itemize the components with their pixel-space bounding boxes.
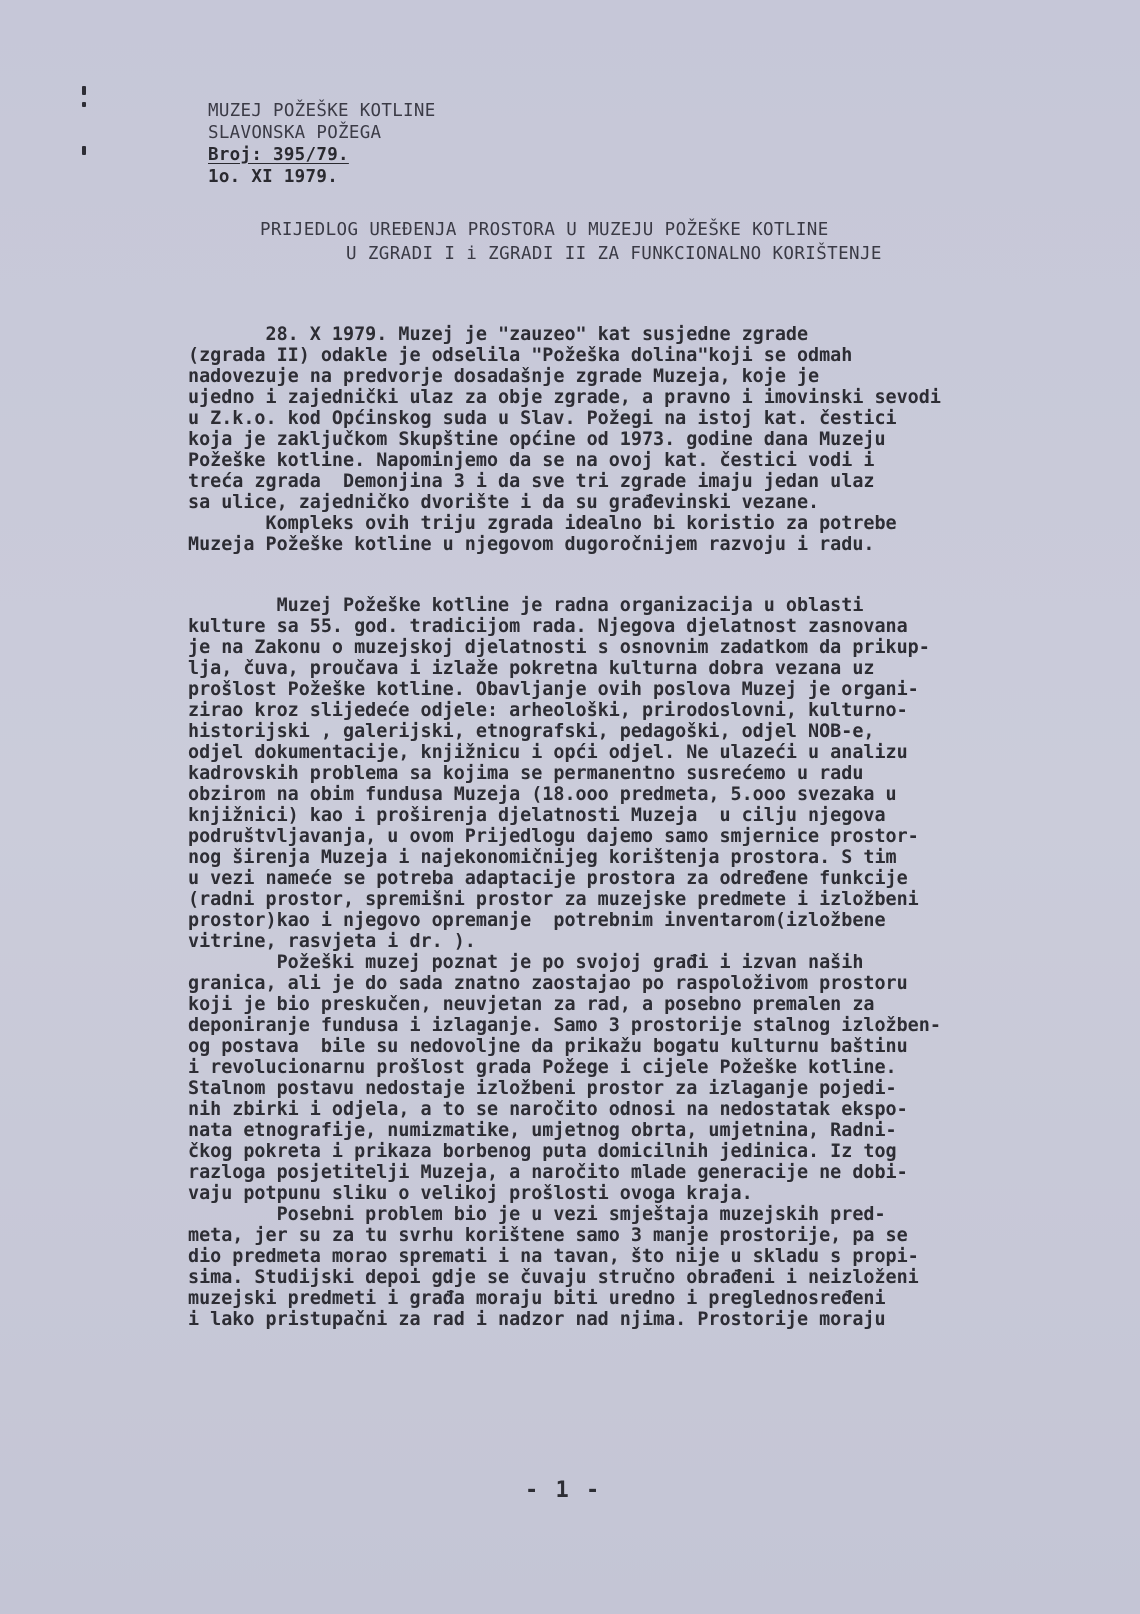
text-line: prostor)kao i njegovo opremanje potrebnim inventarom(izložbene — [188, 910, 886, 931]
text-line: Muzej Požeške kotline je radna organizacija u oblasti — [188, 595, 864, 616]
text-line: koja je zaključkom Skupštine općine od 1973. godine dana Muzeju — [188, 429, 886, 450]
institution-city: SLAVONSKA POŽEGA — [208, 123, 382, 143]
text-line: muzejski predmeti i građa moraju biti uredno i preglednosređeni — [188, 1288, 886, 1309]
text-line: nih zbirki i odjela, a to se naročito odnosi na nedostatak ekspo- — [188, 1099, 908, 1120]
text-line: podruštvljavanja, u ovom Prijedlogu dajemo samo smjernice prostor- — [188, 826, 919, 847]
text-line: lja, čuva, proučava i izlaže pokretna kulturna dobra vezana uz — [188, 658, 875, 679]
text-line: kadrovskih problema sa kojima se permanentno susrećemo u radu — [188, 763, 864, 784]
text-line: nadovezuje na predvorje dosadašnje zgrade Muzeja, koje je — [188, 366, 820, 387]
text-line: odjel dokumentacije, knjižnicu i opći odjel. Ne ulazeći u analizu — [188, 742, 908, 763]
text-line: Kompleks ovih triju zgrada idealno bi koristio za potrebe — [188, 513, 897, 534]
page-number: - 1 - — [525, 1478, 602, 1503]
text-line: ujedno i zajednički ulaz za obje zgrade, a pravno i imovinski sevodi — [188, 387, 941, 408]
text-line: Muzeja Požeške kotline u njegovom dugoročnijem razvoju i radu. — [188, 534, 875, 555]
text-line: vaju potpunu sliku o velikoj prošlosti ovoga kraja. — [188, 1183, 753, 1204]
text-line: prošlost Požeške kotline. Obavljanje ovih poslova Muzej je organi- — [188, 679, 919, 700]
text-line: Posebni problem bio je u vezi smještaja muzejskih pred- — [188, 1204, 886, 1225]
text-line: dio predmeta morao spremati i na tavan, što nije u skladu s propi- — [188, 1246, 919, 1267]
text-line: sima. Studijski depoi gdje se čuvaju stručno obrađeni i neizloženi — [188, 1267, 919, 1288]
text-line: 28. X 1979. Muzej je "zauzeo" kat susjedne zgrade — [188, 324, 809, 345]
text-line: og postava bile su nedovoljne da prikažu bogatu kulturnu baštinu — [188, 1036, 908, 1057]
text-line: (zgrada II) odakle je odselila "Požeška dolina"koji se odmah — [188, 345, 853, 366]
text-line: i lako pristupačni za rad i nadzor nad njima. Prostorije moraju — [188, 1309, 886, 1330]
text-line: koji je bio preskučen, neuvjetan za rad, a posebno premalen za — [188, 994, 875, 1015]
title-line: PRIJEDLOG UREĐENJA PROSTORA U MUZEJU POŽEŠKE KOTLINE — [260, 220, 829, 240]
text-line: granica, ali je do sada znatno zaostajao po raspoloživom prostoru — [188, 973, 908, 994]
text-line: obzirom na obim fundusa Muzeja (18.ooo predmeta, 5.ooo svezaka u — [188, 784, 897, 805]
text-line: u vezi nameće se potreba adaptacije prostora za određene funkcije — [188, 868, 908, 889]
letterhead — [208, 100, 708, 188]
text-line: Stalnom postavu nedostaje izložbeni prostor za izlaganje pojedi- — [188, 1078, 897, 1099]
punch-hole-marks — [82, 86, 86, 156]
text-line: Požeške kotline. Napominjemo da se na ovoj kat. čestici vodi i — [188, 450, 875, 471]
title-line: U ZGRADI I i ZGRADI II ZA FUNKCIONALNO KORIŠTENJE — [346, 244, 882, 264]
text-line: knjižnici) kao i proširenja djelatnosti Muzeja u cilju njegova — [188, 805, 886, 826]
text-line: meta, jer su za tu svrhu korištene samo 3 manje prostorije, pa se — [188, 1225, 908, 1246]
institution-name: MUZEJ POŽEŠKE KOTLINE — [208, 101, 436, 121]
paragraph-block — [188, 324, 1108, 555]
document-body — [188, 324, 1108, 1330]
text-line: je na Zakonu o muzejskoj djelatnosti s osnovnim zadatkom da prikup- — [188, 637, 930, 658]
document-date: 1o. XI 1979. — [208, 167, 339, 187]
text-line: (radni prostor, spremišni prostor za muzejske predmete i izložbeni — [188, 889, 919, 910]
text-line: vitrine, rasvjeta i dr. ). — [188, 931, 476, 952]
document-number: Broj: 395/79. — [208, 145, 349, 165]
text-line: treća zgrada Demonjina 3 i da sve tri zgrade imaju jedan ulaz — [188, 471, 875, 492]
text-line: nata etnografije, numizmatike, umjetnog obrta, umjetnina, Radni- — [188, 1120, 897, 1141]
text-line: kulture sa 55. god. tradicijom rada. Njegova djelatnost zasnovana — [188, 616, 908, 637]
document-title — [260, 218, 1020, 266]
text-line: u Z.k.o. kod Općinskog suda u Slav. Požegi na istoj kat. čestici — [188, 408, 897, 429]
paragraph-block — [188, 595, 1108, 1330]
text-line: historijski , galerijski, etnografski, pedagoški, odjel NOB-e, — [188, 721, 875, 742]
text-line: čkog pokreta i prikaza borbenog puta domicilnih jedinica. Iz tog — [188, 1141, 897, 1162]
text-line: Požeški muzej poznat je po svojoj građi i izvan naših — [188, 952, 864, 973]
text-line: sa ulice, zajedničko dvorište i da su građevinski vezane. — [188, 492, 820, 513]
text-line: zirao kroz slijedeće odjele: arheološki, prirodoslovni, kulturno- — [188, 700, 908, 721]
text-line: razloga posjetitelji Muzeja, a naročito mlade generacije ne dobi- — [188, 1162, 908, 1183]
text-line: nog širenja Muzeja i najekonomičnijeg korištenja prostora. S tim — [188, 847, 897, 868]
text-line: deponiranje fundusa i izlaganje. Samo 3 prostorije stalnog izložben- — [188, 1015, 941, 1036]
text-line: i revolucionarnu prošlost grada Požege i cijele Požeške kotline. — [188, 1057, 897, 1078]
